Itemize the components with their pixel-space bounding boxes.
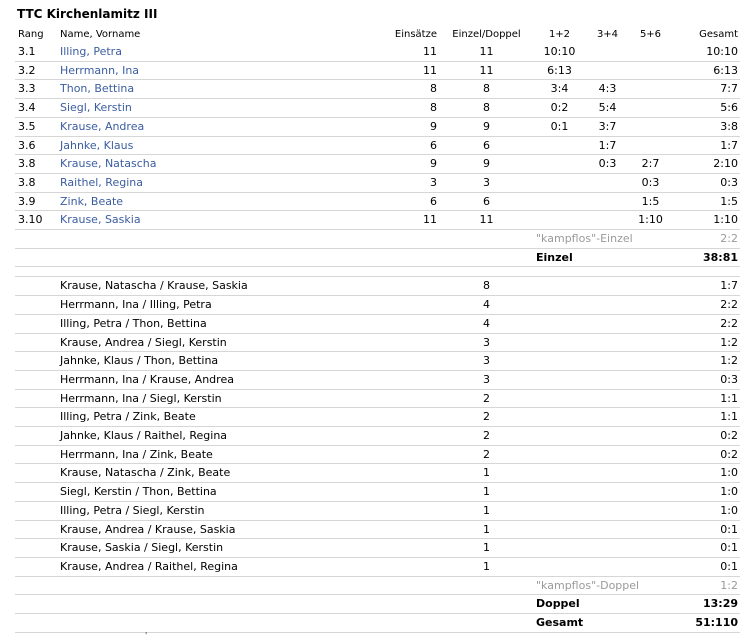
empty-cell <box>629 352 671 371</box>
player-p34: 1:7 <box>585 136 629 155</box>
empty-cell <box>585 370 629 389</box>
double-count: 2 <box>439 408 533 427</box>
kampflos-einzel-row-label: "kampflos"-Einzel <box>533 230 671 249</box>
player-einsaetze: 9 <box>377 155 439 174</box>
player-p56 <box>629 99 671 118</box>
empty-cell <box>57 576 377 595</box>
player-gesamt: 7:7 <box>671 80 740 99</box>
double-row <box>15 464 740 483</box>
double-result: 0:2 <box>671 445 740 464</box>
double-count: 3 <box>439 352 533 371</box>
empty-cell <box>629 408 671 427</box>
player-name-cell <box>57 43 377 61</box>
player-row <box>15 192 740 211</box>
player-gesamt: 3:8 <box>671 117 740 136</box>
empty-cell <box>15 557 57 576</box>
player-p12: 6:13 <box>533 61 585 80</box>
player-name-cell <box>57 192 377 211</box>
player-p34 <box>585 43 629 61</box>
empty-cell <box>585 464 629 483</box>
empty-cell <box>15 595 57 614</box>
double-row <box>15 520 740 539</box>
player-p12 <box>533 173 585 192</box>
player-einsaetze: 11 <box>377 61 439 80</box>
double-count: 1 <box>439 539 533 558</box>
double-count: 2 <box>439 445 533 464</box>
empty-cell <box>15 389 57 408</box>
player-gesamt: 10:10 <box>671 43 740 61</box>
double-row <box>15 427 740 446</box>
player-einzel-doppel: 6 <box>439 136 533 155</box>
player-einzel-doppel: 11 <box>439 61 533 80</box>
double-count: 4 <box>439 296 533 315</box>
empty-cell <box>585 352 629 371</box>
double-row <box>15 277 740 296</box>
empty-cell <box>15 445 57 464</box>
empty-cell <box>533 408 585 427</box>
player-row <box>15 80 740 99</box>
empty-cell <box>533 520 585 539</box>
empty-cell <box>533 370 585 389</box>
empty-cell <box>439 230 533 249</box>
empty-cell <box>585 277 629 296</box>
player-einzel-doppel: 8 <box>439 80 533 99</box>
double-row <box>15 314 740 333</box>
player-p56 <box>629 117 671 136</box>
empty-cell <box>15 614 57 633</box>
player-name-link[interactable]: Krause, Saskia <box>60 213 141 227</box>
empty-cell <box>15 520 57 539</box>
player-row <box>15 61 740 80</box>
double-result: 1:2 <box>671 333 740 352</box>
player-p12: 10:10 <box>533 43 585 61</box>
empty-cell <box>533 389 585 408</box>
player-rang: 3.3 <box>15 80 57 99</box>
player-row <box>15 99 740 118</box>
player-p34 <box>585 211 629 230</box>
empty-cell <box>629 389 671 408</box>
empty-cell <box>377 595 439 614</box>
double-result: 0:2 <box>671 427 740 446</box>
einzel-sum-row-label: Einzel <box>533 248 671 267</box>
player-name-cell <box>57 117 377 136</box>
empty-cell <box>533 314 585 333</box>
double-count: 2 <box>439 389 533 408</box>
player-p12 <box>533 136 585 155</box>
double-pair: Krause, Natascha / Zink, Beate <box>57 464 439 483</box>
player-rang: 3.8 <box>15 155 57 174</box>
player-name-link[interactable]: Raithel, Regina <box>60 175 143 189</box>
player-p56 <box>629 61 671 80</box>
gesamt-sum-row-label: Gesamt <box>533 614 671 633</box>
player-row <box>15 117 740 136</box>
player-rang: 3.6 <box>15 136 57 155</box>
player-name-link[interactable]: Jahnke, Klaus <box>60 138 134 152</box>
double-row <box>15 539 740 558</box>
player-p34: 3:7 <box>585 117 629 136</box>
player-rang: 3.5 <box>15 117 57 136</box>
double-count: 1 <box>439 557 533 576</box>
player-p56: 1:5 <box>629 192 671 211</box>
empty-cell <box>533 483 585 502</box>
empty-cell <box>629 483 671 502</box>
empty-cell <box>629 296 671 315</box>
double-result: 1:1 <box>671 408 740 427</box>
player-rang: 3.2 <box>15 61 57 80</box>
empty-cell <box>629 501 671 520</box>
player-name-link[interactable]: Herrmann, Ina <box>60 63 140 77</box>
empty-cell <box>629 464 671 483</box>
player-p12 <box>533 211 585 230</box>
empty-cell <box>585 501 629 520</box>
double-pair: Herrmann, Ina / Zink, Beate <box>57 445 439 464</box>
double-pair: Herrmann, Ina / Siegl, Kerstin <box>57 389 439 408</box>
player-p34 <box>585 192 629 211</box>
player-name-link[interactable]: Siegl, Kerstin <box>60 101 132 115</box>
doppel-sum-row-value: 13:29 <box>671 595 740 614</box>
double-row <box>15 557 740 576</box>
gesamt-sum-row <box>15 614 740 633</box>
player-p34 <box>585 173 629 192</box>
double-row <box>15 445 740 464</box>
double-result: 1:1 <box>671 389 740 408</box>
empty-cell <box>377 576 439 595</box>
empty-cell <box>15 370 57 389</box>
empty-cell <box>629 539 671 558</box>
empty-cell <box>439 595 533 614</box>
empty-cell <box>439 248 533 267</box>
player-gesamt: 5:6 <box>671 99 740 118</box>
empty-cell <box>533 352 585 371</box>
double-result: 0:1 <box>671 520 740 539</box>
empty-cell <box>533 464 585 483</box>
double-row <box>15 501 740 520</box>
doppel-sum-row-label: Doppel <box>533 595 671 614</box>
team-stats-table <box>15 26 740 633</box>
spacer-row <box>15 267 740 277</box>
einzel-sum-row-value: 38:81 <box>671 248 740 267</box>
kampflos-doppel-row-label: "kampflos"-Doppel <box>533 576 671 595</box>
kampflos-einzel-row-value: 2:2 <box>671 230 740 249</box>
player-name-cell <box>57 61 377 80</box>
empty-cell <box>439 576 533 595</box>
empty-cell <box>15 333 57 352</box>
player-p56 <box>629 43 671 61</box>
player-p56 <box>629 80 671 99</box>
empty-cell <box>15 277 57 296</box>
player-p56: 2:7 <box>629 155 671 174</box>
empty-cell <box>15 483 57 502</box>
player-gesamt: 1:5 <box>671 192 740 211</box>
empty-cell <box>629 370 671 389</box>
player-p12: 3:4 <box>533 80 585 99</box>
empty-cell <box>585 333 629 352</box>
player-einsaetze: 3 <box>377 173 439 192</box>
player-row <box>15 211 740 230</box>
player-name-link[interactable]: Thon, Bettina <box>60 82 135 96</box>
player-p34: 0:3 <box>585 155 629 174</box>
empty-cell <box>585 539 629 558</box>
player-einzel-doppel: 6 <box>439 192 533 211</box>
empty-cell <box>439 614 533 633</box>
double-pair: Illing, Petra / Zink, Beate <box>57 408 439 427</box>
double-row <box>15 296 740 315</box>
player-rang: 3.4 <box>15 99 57 118</box>
empty-cell <box>629 520 671 539</box>
double-count: 1 <box>439 520 533 539</box>
player-einzel-doppel: 3 <box>439 173 533 192</box>
player-name-link[interactable]: Zink, Beate <box>60 194 124 208</box>
empty-cell <box>585 389 629 408</box>
double-pair: Krause, Natascha / Krause, Saskia <box>57 277 439 296</box>
double-pair: Jahnke, Klaus / Raithel, Regina <box>57 427 439 446</box>
player-rang: 3.9 <box>15 192 57 211</box>
empty-cell <box>585 520 629 539</box>
player-name-cell <box>57 211 377 230</box>
header-row <box>15 26 740 43</box>
team-title: TTC Kirchenlamitz III <box>17 7 158 21</box>
double-result: 2:2 <box>671 296 740 315</box>
double-result: 1:7 <box>671 277 740 296</box>
double-count: 3 <box>439 333 533 352</box>
player-name-cell <box>57 99 377 118</box>
empty-cell <box>585 445 629 464</box>
empty-cell <box>533 277 585 296</box>
empty-cell <box>15 501 57 520</box>
empty-cell <box>629 333 671 352</box>
double-result: 1:0 <box>671 483 740 502</box>
double-row <box>15 483 740 502</box>
double-pair: Krause, Andrea / Siegl, Kerstin <box>57 333 439 352</box>
empty-cell <box>629 277 671 296</box>
player-p56 <box>629 136 671 155</box>
player-rang: 3.1 <box>15 43 57 61</box>
empty-cell <box>629 314 671 333</box>
player-einsaetze: 6 <box>377 192 439 211</box>
double-result: 0:3 <box>671 370 740 389</box>
double-result: 1:0 <box>671 501 740 520</box>
player-einzel-doppel: 8 <box>439 99 533 118</box>
double-count: 2 <box>439 427 533 446</box>
empty-cell <box>533 427 585 446</box>
double-pair: Herrmann, Ina / Krause, Andrea <box>57 370 439 389</box>
kampflos-einzel-row <box>15 230 740 249</box>
player-p12 <box>533 155 585 174</box>
empty-cell <box>629 427 671 446</box>
col-name: Name, Vorname <box>60 29 141 40</box>
player-einzel-doppel: 9 <box>439 155 533 174</box>
player-row <box>15 173 740 192</box>
double-count: 1 <box>439 464 533 483</box>
player-einsaetze: 6 <box>377 136 439 155</box>
empty-cell <box>585 314 629 333</box>
empty-cell <box>533 539 585 558</box>
double-count: 1 <box>439 501 533 520</box>
double-count: 3 <box>439 370 533 389</box>
kampflos-doppel-row <box>15 576 740 595</box>
double-result: 0:1 <box>671 557 740 576</box>
player-rang: 3.10 <box>15 211 57 230</box>
empty-cell <box>629 557 671 576</box>
doppel-sum-row <box>15 595 740 614</box>
einzel-sum-row <box>15 248 740 267</box>
double-pair: Siegl, Kerstin / Thon, Bettina <box>57 483 439 502</box>
kampflos-doppel-row-value: 1:2 <box>671 576 740 595</box>
player-name-cell <box>57 173 377 192</box>
double-pair: Krause, Andrea / Krause, Saskia <box>57 520 439 539</box>
player-name-cell <box>57 155 377 174</box>
empty-cell <box>15 314 57 333</box>
empty-cell <box>377 248 439 267</box>
empty-cell <box>377 230 439 249</box>
empty-cell <box>15 576 57 595</box>
empty-cell <box>533 445 585 464</box>
empty-cell <box>533 557 585 576</box>
col-p12: 1+2 <box>548 29 571 40</box>
empty-cell <box>585 483 629 502</box>
player-p34: 4:3 <box>585 80 629 99</box>
player-name-cell <box>57 80 377 99</box>
col-rang: Rang <box>18 29 44 40</box>
empty-cell <box>533 333 585 352</box>
empty-cell <box>57 248 377 267</box>
player-row <box>15 155 740 174</box>
double-count: 1 <box>439 483 533 502</box>
double-result: 0:1 <box>671 539 740 558</box>
player-gesamt: 1:10 <box>671 211 740 230</box>
player-p34 <box>585 61 629 80</box>
player-einzel-doppel: 9 <box>439 117 533 136</box>
player-p12 <box>533 192 585 211</box>
double-pair: Jahnke, Klaus / Thon, Bettina <box>57 352 439 371</box>
player-name-link[interactable]: Krause, Natascha <box>60 157 157 171</box>
spacer-cell <box>15 267 740 277</box>
player-einsaetze: 9 <box>377 117 439 136</box>
player-p34: 5:4 <box>585 99 629 118</box>
player-name-link[interactable]: Krause, Andrea <box>60 119 145 133</box>
player-row <box>15 43 740 61</box>
player-einzel-doppel: 11 <box>439 211 533 230</box>
player-p12: 0:1 <box>533 117 585 136</box>
empty-cell <box>585 296 629 315</box>
col-p56: 5+6 <box>639 29 662 40</box>
col-gesamt: Gesamt <box>699 29 738 40</box>
double-row <box>15 370 740 389</box>
player-name-cell <box>57 136 377 155</box>
empty-cell <box>533 296 585 315</box>
double-row <box>15 389 740 408</box>
empty-cell <box>15 464 57 483</box>
player-gesamt: 1:7 <box>671 136 740 155</box>
player-einsaetze: 11 <box>377 43 439 61</box>
player-p12: 0:2 <box>533 99 585 118</box>
empty-cell <box>15 230 57 249</box>
player-einzel-doppel: 11 <box>439 43 533 61</box>
player-p56: 1:10 <box>629 211 671 230</box>
double-pair: Herrmann, Ina / Illing, Petra <box>57 296 439 315</box>
empty-cell <box>15 248 57 267</box>
col-p34: 3+4 <box>596 29 619 40</box>
empty-cell <box>15 408 57 427</box>
empty-cell <box>57 614 377 633</box>
double-result: 1:2 <box>671 352 740 371</box>
player-p56: 0:3 <box>629 173 671 192</box>
double-pair: Illing, Petra / Siegl, Kerstin <box>57 501 439 520</box>
col-einzel-doppel: Einzel/Doppel <box>452 29 521 40</box>
double-pair: Illing, Petra / Thon, Bettina <box>57 314 439 333</box>
empty-cell <box>585 408 629 427</box>
empty-cell <box>57 595 377 614</box>
player-gesamt: 2:10 <box>671 155 740 174</box>
col-einsaetze: Einsätze <box>394 29 437 40</box>
empty-cell <box>629 445 671 464</box>
player-gesamt: 6:13 <box>671 61 740 80</box>
player-rang: 3.8 <box>15 173 57 192</box>
double-row <box>15 408 740 427</box>
empty-cell <box>15 427 57 446</box>
cut-off-glyph: ' <box>145 631 148 640</box>
double-count: 8 <box>439 277 533 296</box>
double-row <box>15 352 740 371</box>
empty-cell <box>377 614 439 633</box>
player-einsaetze: 8 <box>377 99 439 118</box>
player-gesamt: 0:3 <box>671 173 740 192</box>
empty-cell <box>585 427 629 446</box>
double-result: 1:0 <box>671 464 740 483</box>
empty-cell <box>533 501 585 520</box>
double-pair: Krause, Saskia / Siegl, Kerstin <box>57 539 439 558</box>
player-name-link[interactable]: Illing, Petra <box>60 45 122 58</box>
double-count: 4 <box>439 314 533 333</box>
empty-cell <box>15 296 57 315</box>
player-einsaetze: 11 <box>377 211 439 230</box>
double-pair: Krause, Andrea / Raithel, Regina <box>57 557 439 576</box>
empty-cell <box>57 230 377 249</box>
player-row <box>15 136 740 155</box>
double-row <box>15 333 740 352</box>
empty-cell <box>585 557 629 576</box>
double-result: 2:2 <box>671 314 740 333</box>
gesamt-sum-row-value: 51:110 <box>671 614 740 633</box>
empty-cell <box>15 539 57 558</box>
player-einsaetze: 8 <box>377 80 439 99</box>
empty-cell <box>15 352 57 371</box>
